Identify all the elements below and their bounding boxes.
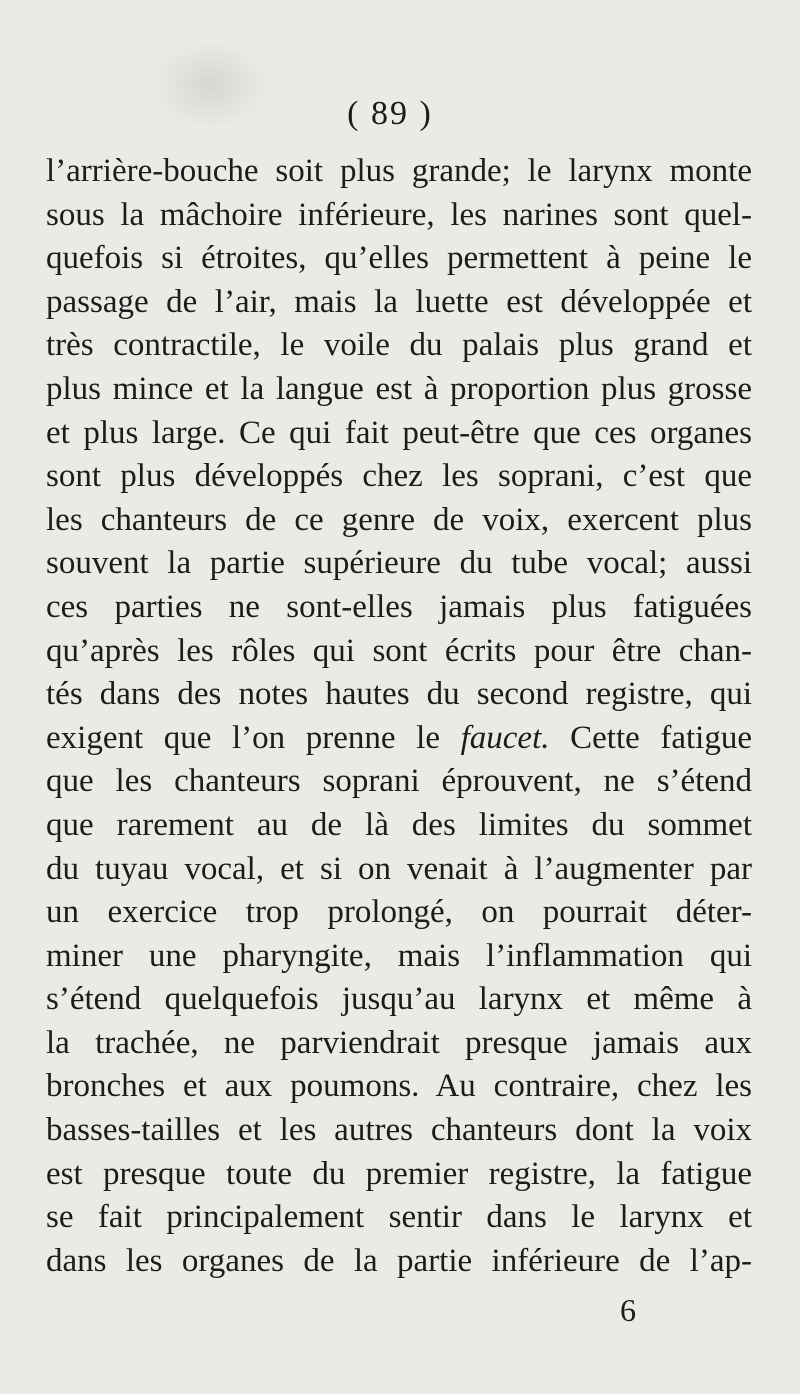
text-line: ces parties ne sont-elles jamais plus fatiguées bbox=[46, 588, 752, 625]
text-segment: exigent que l’on prenne le bbox=[46, 719, 461, 756]
text-line: sous la mâchoire inférieure, les narines sont quel- bbox=[46, 196, 752, 233]
body-text bbox=[46, 150, 752, 1283]
text-line: que rarement au de là des limites du sommet bbox=[46, 806, 752, 843]
text-line: les chanteurs de ce genre de voix, exercent plus bbox=[46, 501, 752, 538]
text-line: l’arrière-bouche soit plus grande; le larynx monte bbox=[46, 153, 752, 189]
text-line: se fait principalement sentir dans le larynx et bbox=[46, 1199, 752, 1236]
text-line: un exercice trop prolongé, on pourrait déter- bbox=[46, 894, 752, 931]
text-line: la trachée, ne parviendrait presque jamais aux bbox=[46, 1024, 752, 1061]
text-line: très contractile, le voile du palais plus grand et bbox=[46, 327, 752, 364]
text-line: plus mince et la langue est à proportion plus grosse bbox=[46, 370, 752, 407]
text-line: souvent la partie supérieure du tube vocal; aussi bbox=[46, 545, 752, 582]
text-line: bronches et aux poumons. Au contraire, chez les bbox=[46, 1068, 752, 1105]
text-line: que les chanteurs soprani éprouvent, ne s’étend bbox=[46, 763, 752, 800]
italic-word: faucet. bbox=[460, 719, 550, 756]
signature-mark: 6 bbox=[620, 1292, 636, 1328]
text-line: quefois si étroites, qu’elles permettent à peine le bbox=[46, 240, 752, 277]
text-line: basses-tailles et les autres chanteurs dont la voix bbox=[46, 1112, 752, 1149]
text-segment: Cette fatigue bbox=[549, 719, 752, 756]
text-line: sont plus développés chez les soprani, c’est que bbox=[46, 458, 752, 495]
text-line: du tuyau vocal, et si on venait à l’augmenter par bbox=[46, 850, 752, 887]
text-line: tés dans des notes hautes du second registre, qui bbox=[46, 676, 752, 713]
text-line: miner une pharyngite, mais l’inflammation qui bbox=[46, 937, 752, 974]
page-number: ( 89 ) bbox=[347, 95, 433, 132]
text-line: s’étend quelquefois jusqu’au larynx et même à bbox=[46, 981, 752, 1018]
text-line-with-italic bbox=[46, 717, 752, 761]
text-line: qu’après les rôles qui sont écrits pour être chan- bbox=[46, 632, 752, 669]
text-line: et plus large. Ce qui fait peut-être que ces organes bbox=[46, 414, 752, 451]
text-line: passage de l’air, mais la luette est développée et bbox=[46, 283, 752, 320]
text-line: est presque toute du premier registre, la fatigue bbox=[46, 1155, 752, 1192]
text-line: dans les organes de la partie inférieure de l’ap- bbox=[46, 1242, 752, 1279]
